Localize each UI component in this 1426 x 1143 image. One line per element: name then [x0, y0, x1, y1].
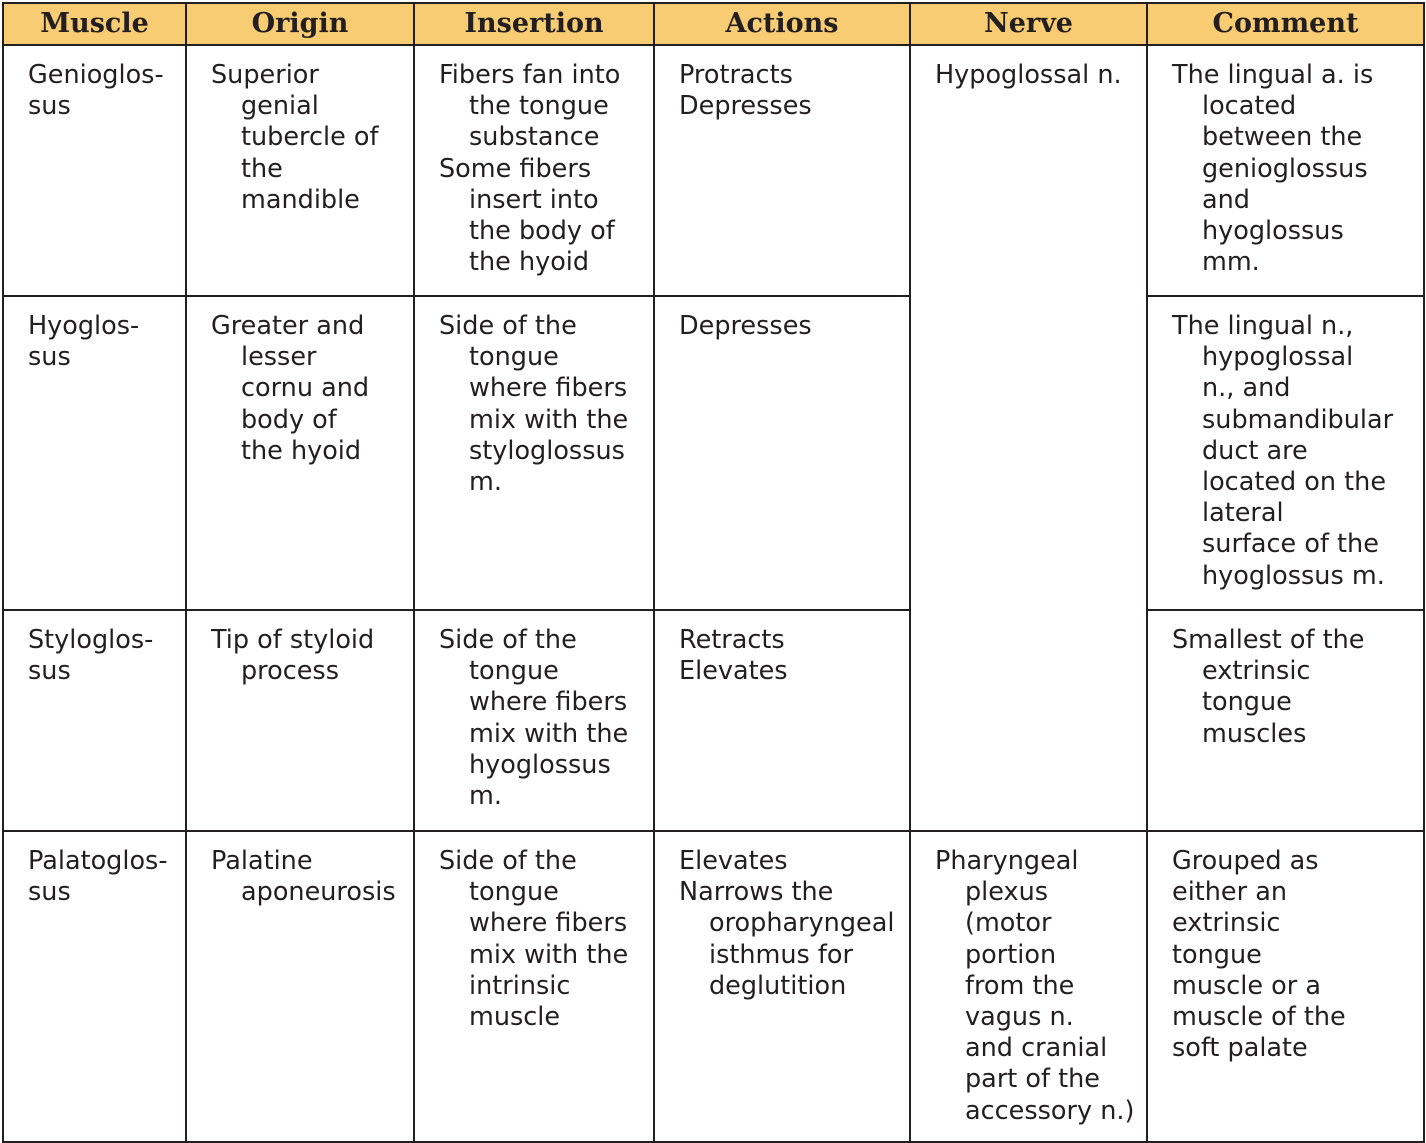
cell-origin — [186, 296, 414, 610]
cell-line: mm. — [1202, 247, 1260, 278]
cell-line: the — [241, 153, 283, 184]
cell-line: duct are — [1202, 435, 1308, 466]
header-row — [3, 3, 1424, 45]
cell-line: Elevates — [679, 656, 788, 687]
cell-line: oropharyngeal — [709, 908, 895, 939]
cell-line: Retracts — [679, 625, 785, 655]
cell-line: The lingual n., — [1172, 311, 1354, 341]
cell-line: the body of — [469, 216, 615, 247]
cell-line: soft palate — [1172, 1033, 1308, 1064]
cell-line: Side of the — [439, 311, 577, 341]
cell-line: hyoglossus m. — [1202, 560, 1385, 591]
cell-line: tongue — [1172, 939, 1262, 970]
cell-line: insert into — [469, 184, 599, 215]
cell-line: either an — [1172, 877, 1287, 908]
cell-line: accessory n.) — [965, 1095, 1135, 1126]
table-row — [3, 296, 1424, 610]
table-row — [3, 45, 1424, 296]
cell-muscle — [3, 296, 186, 610]
cell-origin — [186, 45, 414, 296]
cell-actions — [654, 610, 910, 831]
cell-line: from the — [965, 970, 1075, 1001]
cell-comment — [1147, 45, 1424, 296]
cell-line: Palatoglos- — [28, 846, 168, 876]
cell-line: Side of the — [439, 625, 577, 655]
cell-line: aponeurosis — [241, 877, 396, 908]
cell-line: lateral — [1202, 498, 1284, 529]
cell-line: process — [241, 656, 339, 687]
cell-line: mix with the — [469, 404, 629, 435]
cell-line: The lingual a. is — [1172, 60, 1374, 90]
cell-line: mix with the — [469, 939, 629, 970]
cell-line: tongue — [469, 877, 559, 908]
cell-insertion — [414, 831, 654, 1142]
cell-line: plexus — [965, 877, 1049, 908]
cell-line: tongue — [469, 656, 559, 687]
cell-comment — [1147, 296, 1424, 610]
cell-line: extrinsic — [1202, 656, 1311, 687]
cell-line: hypoglossal — [1202, 342, 1354, 373]
cell-line: part of the — [965, 1064, 1100, 1095]
cell-line: Some fibers — [439, 153, 592, 184]
cell-line: and cranial — [965, 1033, 1108, 1064]
cell-line: intrinsic — [469, 970, 571, 1001]
cell-line: muscles — [1202, 718, 1307, 749]
cell-muscle — [3, 831, 186, 1142]
cell-line: sus — [28, 91, 71, 122]
cell-line: Hypoglossal n. — [935, 60, 1122, 90]
cell-line: the hyoid — [469, 247, 590, 278]
cell-line: substance — [469, 122, 600, 153]
cell-line: tongue — [1202, 687, 1292, 718]
cell-line: Elevates — [679, 846, 788, 876]
cell-line: (motor — [965, 908, 1052, 939]
cell-line: Styloglos- — [28, 625, 154, 655]
cell-line: styloglossus — [469, 435, 625, 466]
cell-comment — [1147, 610, 1424, 831]
cell-line: located — [1202, 91, 1297, 122]
cell-nerve — [910, 831, 1147, 1142]
cell-line: mandible — [241, 184, 360, 215]
cell-line: hyoglossus — [1202, 216, 1344, 247]
cell-line: the hyoid — [241, 435, 362, 466]
muscle-table — [2, 2, 1425, 1143]
cell-line: lesser — [241, 342, 317, 373]
cell-line: deglutition — [709, 970, 847, 1001]
cell-line: vagus n. — [965, 1002, 1074, 1033]
cell-line: body of — [241, 404, 337, 435]
cell-line: isthmus for — [709, 939, 853, 970]
cell-line: cornu and — [241, 373, 370, 404]
cell-line: Grouped as — [1172, 846, 1319, 876]
cell-line: mix with the — [469, 718, 629, 749]
cell-actions — [654, 296, 910, 610]
cell-line: Depresses — [679, 91, 812, 122]
cell-line: between the — [1202, 122, 1363, 153]
header-actions: Actions — [654, 3, 910, 45]
cell-line: m. — [469, 467, 502, 498]
cell-line: muscle of the — [1172, 1002, 1346, 1033]
cell-line: extrinsic — [1172, 908, 1281, 939]
cell-actions — [654, 831, 910, 1142]
cell-line: located on the — [1202, 467, 1387, 498]
cell-line: Side of the — [439, 846, 577, 876]
cell-line: where fibers — [469, 908, 628, 939]
cell-line: tongue — [469, 342, 559, 373]
cell-line: Smallest of the — [1172, 625, 1365, 655]
cell-line: Superior — [211, 60, 319, 90]
table-row — [3, 831, 1424, 1142]
cell-line: Narrows the — [679, 877, 834, 908]
cell-insertion — [414, 610, 654, 831]
cell-insertion — [414, 45, 654, 296]
header-nerve: Nerve — [910, 3, 1147, 45]
cell-actions — [654, 45, 910, 296]
cell-line: Genioglos- — [28, 60, 164, 90]
cell-origin — [186, 610, 414, 831]
cell-line: and — [1202, 184, 1250, 215]
cell-line: Greater and — [211, 311, 365, 341]
cell-line: Depresses — [679, 311, 812, 341]
cell-line: hyoglossus — [469, 749, 611, 780]
header-insertion: Insertion — [414, 3, 654, 45]
cell-line: genioglossus — [1202, 153, 1368, 184]
cell-line: tubercle of — [241, 122, 379, 153]
cell-line: submandibular — [1202, 404, 1394, 435]
cell-line: n., and — [1202, 373, 1291, 404]
header-origin: Origin — [186, 3, 414, 45]
cell-line: muscle — [469, 1002, 561, 1033]
cell-line: Protracts — [679, 60, 793, 90]
cell-line: Palatine — [211, 846, 313, 876]
header-comment: Comment — [1147, 3, 1424, 45]
cell-line: Tip of styloid — [211, 625, 375, 655]
cell-line: portion — [965, 939, 1057, 970]
cell-insertion — [414, 296, 654, 610]
cell-comment — [1147, 831, 1424, 1142]
cell-line: where fibers — [469, 687, 628, 718]
cell-origin — [186, 831, 414, 1142]
cell-line: Fibers fan into — [439, 60, 621, 90]
cell-line: genial — [241, 91, 319, 122]
cell-line: Hyoglos- — [28, 311, 140, 341]
cell-line: m. — [469, 781, 502, 812]
cell-line: muscle or a — [1172, 970, 1322, 1001]
cell-line: where fibers — [469, 373, 628, 404]
table-row — [3, 610, 1424, 831]
cell-line: sus — [28, 342, 71, 373]
cell-line: sus — [28, 877, 71, 908]
cell-muscle — [3, 610, 186, 831]
cell-muscle — [3, 45, 186, 296]
cell-line: the tongue — [469, 91, 609, 122]
cell-line: Pharyngeal — [935, 846, 1079, 876]
header-muscle: Muscle — [3, 3, 186, 45]
cell-line: sus — [28, 656, 71, 687]
cell-line: surface of the — [1202, 529, 1379, 560]
cell-nerve — [910, 45, 1147, 831]
